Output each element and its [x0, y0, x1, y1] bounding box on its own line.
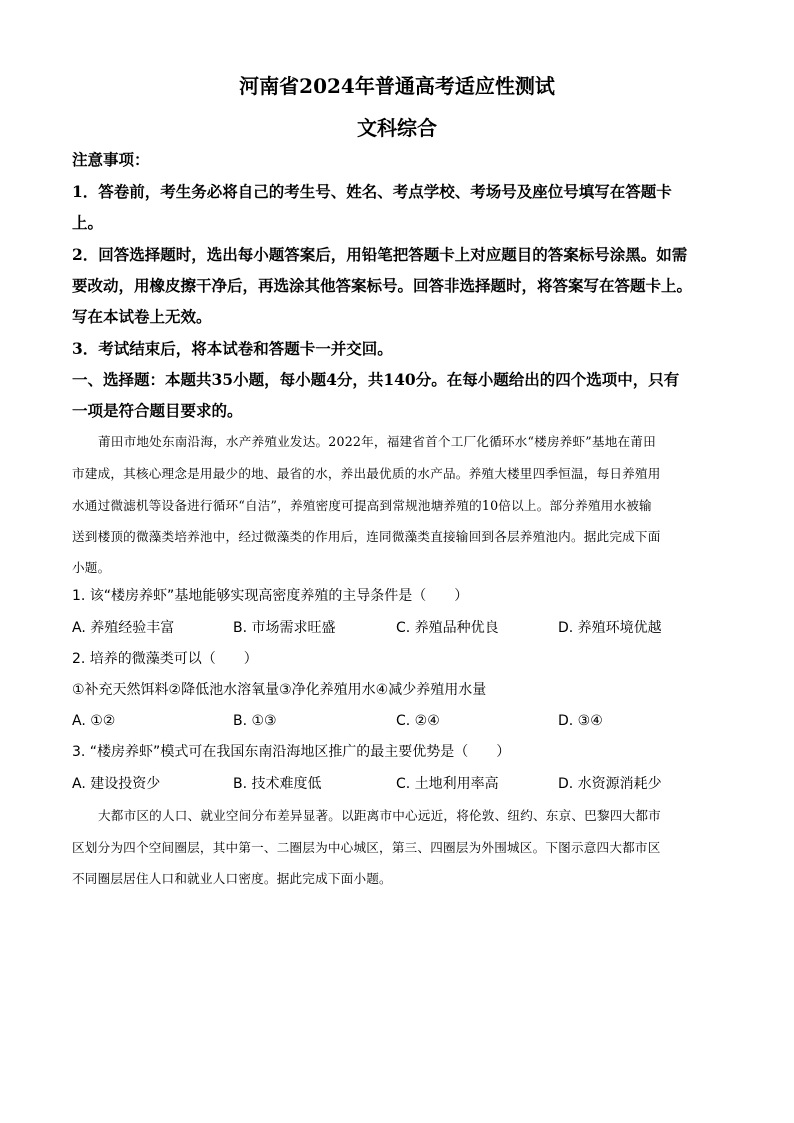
notice-item-1-line-2: 上。 [72, 213, 104, 232]
passage-1-line-5: 小题。 [72, 560, 111, 575]
notice-item-2-line-2: 要改动，用橡皮擦干净后，再选涂其他答案标号。回答非选择题时，将答案写在答题卡上。 [72, 276, 693, 295]
notice-heading: 注意事项： [72, 150, 150, 169]
passage-1-line-4: 送到楼顶的微藻类培养池中，经过微藻类的作用后，连同微藻类直接输回到各层养殖池内。据此完成下面 [72, 529, 661, 544]
question-3-option-a: A. 建设投资少 [72, 776, 161, 792]
section-heading-line-1: 一、选择题：本题共35小题，每小题4分，共140分。在每小题给出的四个选项中，只有 [72, 370, 680, 389]
question-3-option-b: B. 技术难度低 [233, 776, 322, 792]
passage-1-line-3: 水通过微滤机等设备进行循环“自洁”，养殖密度可提高到常规池塘养殖的10倍以上。部分养殖用水被输 [72, 498, 652, 513]
passage-2-line-2: 区划分为四个空间圈层，其中第一、二圈层为中心城区，第三、四圈层为外围城区。下图示意四大都市区 [72, 840, 661, 855]
question-1-option-b: B. 市场需求旺盛 [233, 620, 336, 636]
exam-subject: 文科综合 [357, 116, 437, 140]
notice-item-1-line-1: 1．答卷前，考生务必将自己的考生号、姓名、考点学校、考场号及座位号填写在答题卡 [72, 182, 672, 201]
section-heading-line-2: 一项是符合题目要求的。 [72, 401, 243, 420]
question-2-statements: ①补充天然饵料②降低池水溶氧量③净化养殖用水④减少养殖用水量 [72, 682, 487, 698]
question-2-option-d: D. ③④ [558, 713, 603, 729]
question-3-stem: 3. “楼房养虾”模式可在我国东南沿海地区推广的最主要优势是（ ） [72, 744, 511, 760]
passage-1-line-2: 市建成，其核心理念是用最少的地、最省的水，养出最优质的水产品。养殖大楼里四季恒温，每日养殖用 [72, 466, 661, 481]
question-2-option-c: C. ②④ [396, 713, 440, 729]
question-3-option-d: D. 水资源消耗少 [558, 776, 662, 792]
passage-2-line-3: 不同圈层居住人口和就业人口密度。据此完成下面小题。 [72, 871, 392, 886]
exam-title: 河南省2024年普通高考适应性测试 [239, 74, 555, 98]
question-1-stem: 1. 该“楼房养虾”基地能够实现高密度养殖的主导条件是（ ） [72, 588, 469, 604]
passage-2-line-1: 大都市区的人口、就业空间分布差异显著。以距离市中心远近，将伦敦、纽约、东京、巴黎四大都市 [98, 808, 661, 823]
question-1-option-a: A. 养殖经验丰富 [72, 620, 175, 636]
passage-1-line-1: 莆田市地处东南沿海，水产养殖业发达。2022年，福建省首个工厂化循环水“楼房养虾”基地在莆田 [98, 434, 656, 449]
notice-item-3-line-1: 3．考试结束后，将本试卷和答题卡一并交回。 [72, 339, 393, 358]
notice-item-2-line-1: 2．回答选择题时，选出每小题答案后，用铅笔把答题卡上对应题目的答案标号涂黑。如需 [72, 245, 688, 264]
notice-item-2-line-3: 写在本试卷上无效。 [72, 307, 212, 326]
question-2-stem: 2. 培养的微藻类可以（ ） [72, 651, 258, 667]
question-1-option-c: C. 养殖品种优良 [396, 620, 499, 636]
question-1-option-d: D. 养殖环境优越 [558, 620, 662, 636]
question-2-option-b: B. ①③ [233, 713, 277, 729]
question-3-option-c: C. 土地利用率高 [396, 776, 499, 792]
question-2-option-a: A. ①② [72, 713, 116, 729]
